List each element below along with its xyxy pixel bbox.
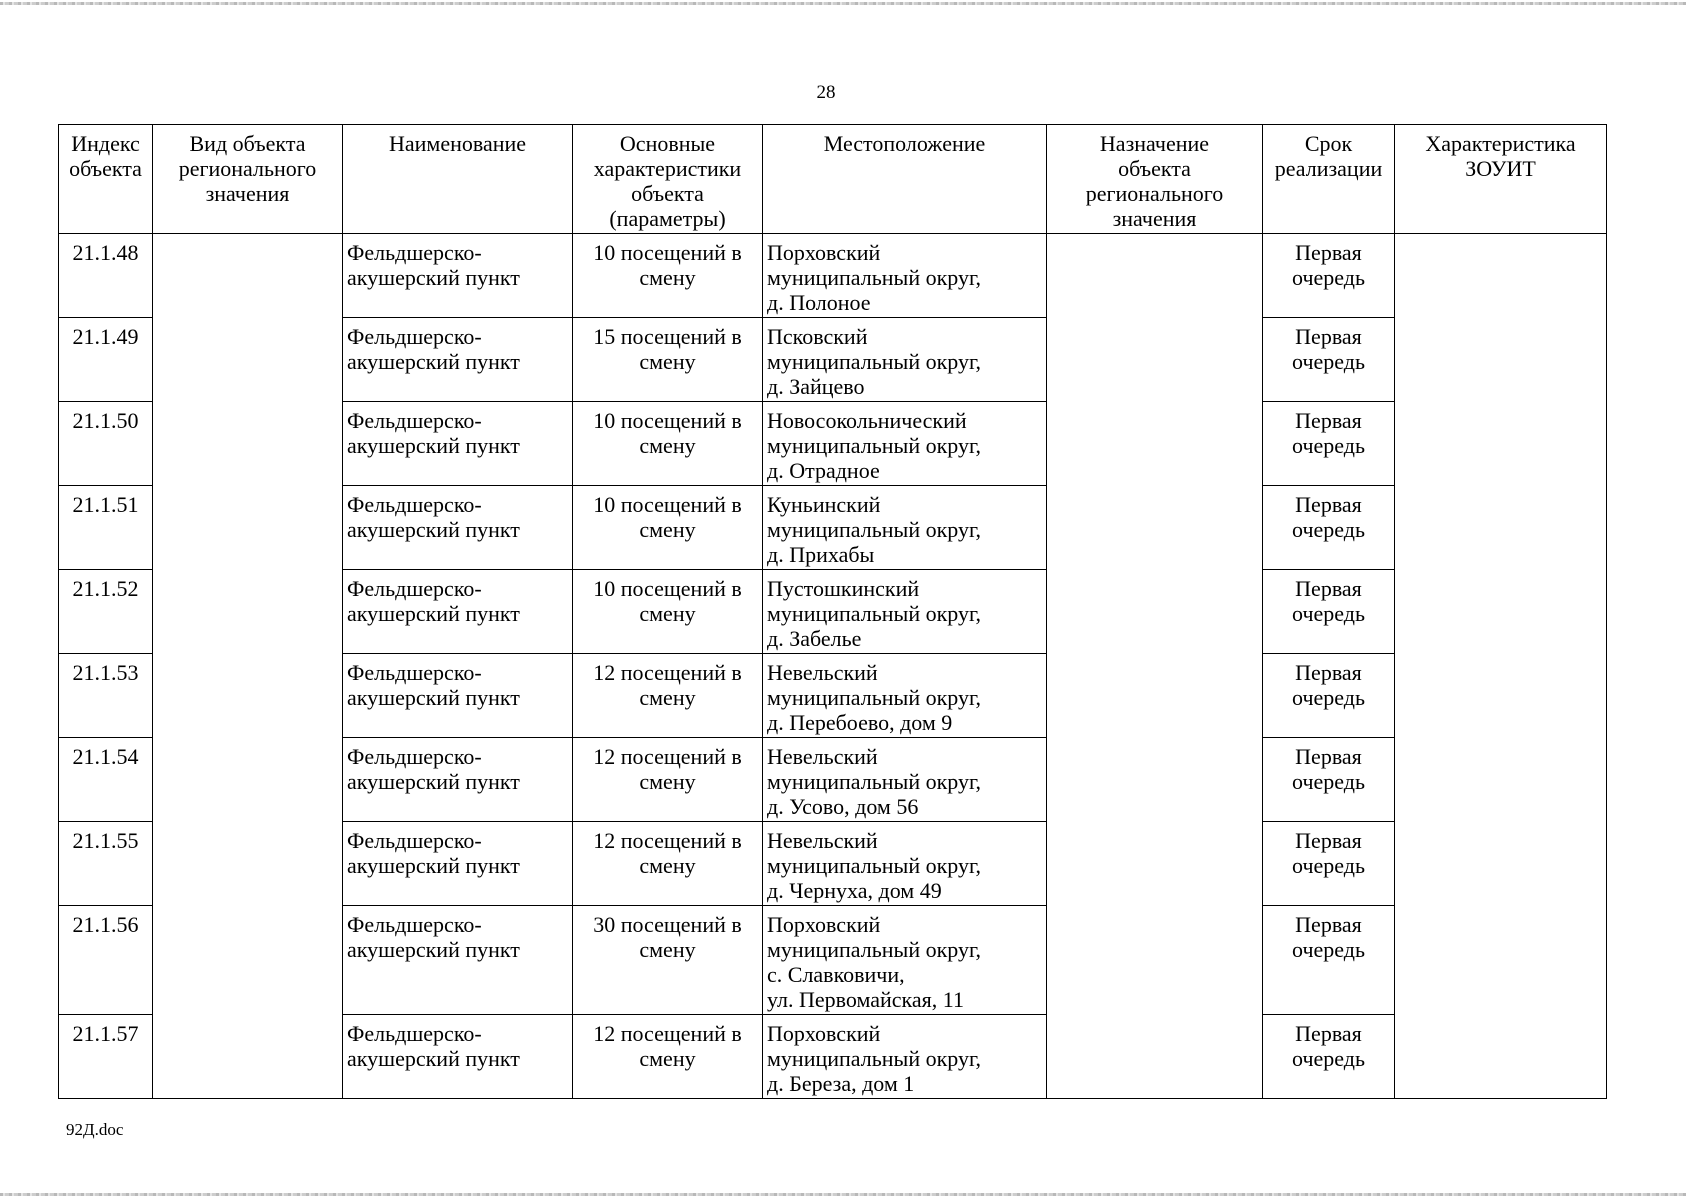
cell-term bbox=[1263, 738, 1395, 822]
column-header-line: объекта bbox=[1118, 156, 1191, 181]
cell-index: 21.1.49 bbox=[59, 318, 153, 402]
cell-location bbox=[763, 570, 1047, 654]
cell-term-line: очередь bbox=[1292, 433, 1365, 458]
cell-location-line: д. Береза, дом 1 bbox=[767, 1071, 915, 1096]
cell-location-line: муниципальный округ, bbox=[767, 853, 982, 878]
cell-term bbox=[1263, 654, 1395, 738]
cell-params-line: смену bbox=[639, 937, 696, 962]
cell-location-line: Невельский bbox=[767, 828, 878, 853]
table-header bbox=[59, 125, 1607, 234]
column-header-line: Наименование bbox=[388, 131, 527, 156]
cell-name-line: Фельдшерско- bbox=[347, 1021, 482, 1046]
column-header-line: значения bbox=[1112, 206, 1197, 231]
cell-index: 21.1.57 bbox=[59, 1015, 153, 1099]
cell-index: 21.1.52 bbox=[59, 570, 153, 654]
cell-location-line: с. Славковичи, bbox=[767, 962, 905, 987]
cell-index: 21.1.54 bbox=[59, 738, 153, 822]
cell-location-line: Невельский bbox=[767, 660, 878, 685]
column-header-line: Местоположение bbox=[823, 131, 986, 156]
cell-location-line: Псковский bbox=[767, 324, 868, 349]
cell-location-line: муниципальный округ, bbox=[767, 601, 982, 626]
cell-name-line: акушерский пункт bbox=[347, 853, 520, 878]
column-header-line: Вид объекта bbox=[189, 131, 306, 156]
cell-location bbox=[763, 822, 1047, 906]
cell-location bbox=[763, 738, 1047, 822]
cell-term-line: Первая bbox=[1295, 828, 1362, 853]
cell-name-line: Фельдшерско- bbox=[347, 660, 482, 685]
cell-name-line: акушерский пункт bbox=[347, 433, 520, 458]
column-header-params bbox=[573, 125, 763, 234]
cell-term bbox=[1263, 1015, 1395, 1099]
column-header-line: значения bbox=[205, 181, 290, 206]
cell-name-line: акушерский пункт bbox=[347, 685, 520, 710]
cell-location-line: д. Зайцево bbox=[767, 374, 865, 399]
cell-params bbox=[573, 402, 763, 486]
cell-name-line: Фельдшерско- bbox=[347, 912, 482, 937]
scan-edge-top bbox=[0, 2, 1686, 5]
cell-index: 21.1.56 bbox=[59, 906, 153, 1015]
cell-params-line: смену bbox=[639, 433, 696, 458]
cell-location-line: Пустошкинский bbox=[767, 576, 920, 601]
column-header-line: характеристики bbox=[593, 156, 742, 181]
cell-params bbox=[573, 906, 763, 1015]
cell-index: 21.1.53 bbox=[59, 654, 153, 738]
cell-params-line: смену bbox=[639, 349, 696, 374]
cell-location-line: д. Полоное bbox=[767, 290, 871, 315]
cell-location-line: муниципальный округ, bbox=[767, 349, 982, 374]
cell-term-line: Первая bbox=[1295, 492, 1362, 517]
cell-term-line: очередь bbox=[1292, 601, 1365, 626]
cell-params-line: 10 посещений в bbox=[593, 492, 742, 517]
cell-location bbox=[763, 486, 1047, 570]
cell-location-line: д. Чернуха, дом 49 bbox=[767, 878, 942, 903]
cell-term bbox=[1263, 486, 1395, 570]
cell-name bbox=[343, 906, 573, 1015]
cell-location-line: ул. Первомайская, 11 bbox=[767, 987, 964, 1012]
cell-name-line: акушерский пункт bbox=[347, 517, 520, 542]
cell-location-line: д. Отрадное bbox=[767, 458, 880, 483]
cell-location-line: муниципальный округ, bbox=[767, 769, 982, 794]
cell-name-line: акушерский пункт bbox=[347, 937, 520, 962]
cell-params-line: смену bbox=[639, 769, 696, 794]
cell-location bbox=[763, 234, 1047, 318]
cell-term bbox=[1263, 570, 1395, 654]
column-header-line: Характеристика bbox=[1425, 131, 1576, 156]
scan-edge-bottom bbox=[0, 1193, 1686, 1196]
cell-name bbox=[343, 402, 573, 486]
cell-location bbox=[763, 906, 1047, 1015]
column-header-purpose bbox=[1047, 125, 1263, 234]
cell-name bbox=[343, 738, 573, 822]
cell-term-line: Первая bbox=[1295, 240, 1362, 265]
cell-location bbox=[763, 402, 1047, 486]
column-header-line: регионального bbox=[1085, 181, 1224, 206]
cell-name-line: акушерский пункт bbox=[347, 265, 520, 290]
column-header-line: Основные bbox=[619, 131, 716, 156]
column-header-line: объекта bbox=[631, 181, 704, 206]
cell-params-line: 12 посещений в bbox=[593, 660, 742, 685]
objects-table bbox=[58, 124, 1607, 1099]
cell-params bbox=[573, 1015, 763, 1099]
cell-term-line: очередь bbox=[1292, 349, 1365, 374]
cell-location bbox=[763, 654, 1047, 738]
cell-location bbox=[763, 318, 1047, 402]
cell-params-line: 10 посещений в bbox=[593, 408, 742, 433]
column-header-term bbox=[1263, 125, 1395, 234]
column-header-line: ЗОУИТ bbox=[1465, 156, 1536, 181]
cell-name bbox=[343, 234, 573, 318]
table-body bbox=[59, 234, 1607, 1099]
cell-location-line: муниципальный округ, bbox=[767, 265, 982, 290]
column-header-line: реализации bbox=[1274, 156, 1383, 181]
cell-location-line: д. Перебоево, дом 9 bbox=[767, 710, 953, 735]
cell-location-line: д. Забелье bbox=[767, 626, 862, 651]
cell-location-line: Порховский bbox=[767, 912, 881, 937]
cell-term-line: Первая bbox=[1295, 1021, 1362, 1046]
cell-location-line: муниципальный округ, bbox=[767, 433, 982, 458]
column-header-zouit bbox=[1395, 125, 1607, 234]
column-header-line: (параметры) bbox=[609, 206, 726, 231]
cell-term bbox=[1263, 906, 1395, 1015]
cell-term-line: Первая bbox=[1295, 660, 1362, 685]
page-number: 28 bbox=[816, 82, 836, 103]
cell-term bbox=[1263, 318, 1395, 402]
cell-location-line: Куньинский bbox=[767, 492, 881, 517]
cell-name bbox=[343, 1015, 573, 1099]
cell-term-line: очередь bbox=[1292, 853, 1365, 878]
column-header-line: Срок bbox=[1304, 131, 1353, 156]
cell-params bbox=[573, 654, 763, 738]
cell-term-line: Первая bbox=[1295, 744, 1362, 769]
cell-params-line: смену bbox=[639, 265, 696, 290]
cell-location-line: Новосокольнический bbox=[767, 408, 967, 433]
cell-name bbox=[343, 570, 573, 654]
cell-params bbox=[573, 822, 763, 906]
cell-location-line: муниципальный округ, bbox=[767, 685, 982, 710]
cell-name bbox=[343, 822, 573, 906]
cell-term-line: Первая bbox=[1295, 912, 1362, 937]
cell-params-line: смену bbox=[639, 517, 696, 542]
cell-term-line: очередь bbox=[1292, 265, 1365, 290]
cell-params bbox=[573, 234, 763, 318]
cell-params bbox=[573, 318, 763, 402]
cell-index: 21.1.48 bbox=[59, 234, 153, 318]
column-header-location bbox=[763, 125, 1047, 234]
cell-term-line: Первая bbox=[1295, 576, 1362, 601]
cell-term-line: очередь bbox=[1292, 1046, 1365, 1071]
cell-term-line: очередь bbox=[1292, 685, 1365, 710]
column-header-line: регионального bbox=[178, 156, 317, 181]
cell-term-line: очередь bbox=[1292, 769, 1365, 794]
cell-name bbox=[343, 318, 573, 402]
cell-term-line: Первая bbox=[1295, 408, 1362, 433]
cell-name-line: Фельдшерско- bbox=[347, 744, 482, 769]
column-header-line: объекта bbox=[69, 156, 142, 181]
cell-index: 21.1.51 bbox=[59, 486, 153, 570]
column-header-name bbox=[343, 125, 573, 234]
cell-name-line: Фельдшерско- bbox=[347, 828, 482, 853]
cell-term-line: очередь bbox=[1292, 517, 1365, 542]
cell-term bbox=[1263, 402, 1395, 486]
column-header-line: Индекс bbox=[71, 131, 140, 156]
cell-params-line: 12 посещений в bbox=[593, 744, 742, 769]
column-header-type bbox=[153, 125, 343, 234]
cell-term-line: Первая bbox=[1295, 324, 1362, 349]
cell-params-line: 10 посещений в bbox=[593, 240, 742, 265]
cell-location-line: муниципальный округ, bbox=[767, 517, 982, 542]
cell-location-line: муниципальный округ, bbox=[767, 937, 982, 962]
column-header-line: Назначение bbox=[1099, 131, 1210, 156]
cell-name-line: Фельдшерско- bbox=[347, 324, 482, 349]
cell-location-line: муниципальный округ, bbox=[767, 1046, 982, 1071]
cell-params-line: смену bbox=[639, 853, 696, 878]
cell-params-line: смену bbox=[639, 1046, 696, 1071]
cell-location-line: Порховский bbox=[767, 1021, 881, 1046]
cell-purpose bbox=[1047, 234, 1263, 1099]
table-row bbox=[59, 234, 1607, 318]
cell-location-line: Порховский bbox=[767, 240, 881, 265]
cell-name-line: Фельдшерско- bbox=[347, 576, 482, 601]
cell-index: 21.1.55 bbox=[59, 822, 153, 906]
cell-term-line: очередь bbox=[1292, 937, 1365, 962]
cell-params-line: 12 посещений в bbox=[593, 1021, 742, 1046]
cell-name bbox=[343, 654, 573, 738]
cell-params-line: смену bbox=[639, 601, 696, 626]
column-header-index bbox=[59, 125, 153, 234]
cell-location bbox=[763, 1015, 1047, 1099]
cell-params-line: 30 посещений в bbox=[593, 912, 742, 937]
cell-name-line: Фельдшерско- bbox=[347, 492, 482, 517]
file-footer: 92Д.doc bbox=[66, 1120, 124, 1139]
cell-params bbox=[573, 486, 763, 570]
cell-name bbox=[343, 486, 573, 570]
cell-params-line: 12 посещений в bbox=[593, 828, 742, 853]
cell-name-line: акушерский пункт bbox=[347, 349, 520, 374]
cell-name-line: Фельдшерско- bbox=[347, 408, 482, 433]
cell-zouit bbox=[1395, 234, 1607, 1099]
cell-params bbox=[573, 570, 763, 654]
cell-name-line: акушерский пункт bbox=[347, 601, 520, 626]
cell-location-line: д. Прихабы bbox=[767, 542, 875, 567]
cell-location-line: Невельский bbox=[767, 744, 878, 769]
cell-location-line: д. Усово, дом 56 bbox=[767, 794, 919, 819]
cell-params-line: смену bbox=[639, 685, 696, 710]
cell-object-type bbox=[153, 234, 343, 1099]
cell-term bbox=[1263, 822, 1395, 906]
cell-name-line: акушерский пункт bbox=[347, 1046, 520, 1071]
cell-params bbox=[573, 738, 763, 822]
cell-term bbox=[1263, 234, 1395, 318]
cell-index: 21.1.50 bbox=[59, 402, 153, 486]
cell-params-line: 15 посещений в bbox=[593, 324, 742, 349]
cell-name-line: Фельдшерско- bbox=[347, 240, 482, 265]
cell-name-line: акушерский пункт bbox=[347, 769, 520, 794]
cell-params-line: 10 посещений в bbox=[593, 576, 742, 601]
